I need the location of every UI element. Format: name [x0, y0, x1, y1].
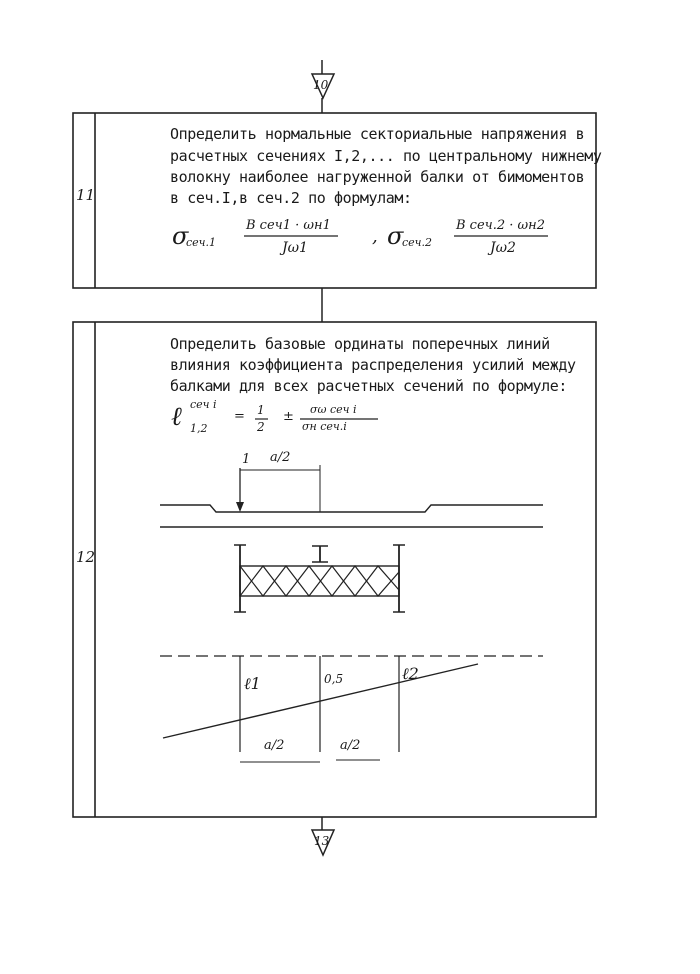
step-11-line-4: в сеч.I,в сеч.2 по формулам:: [170, 189, 412, 207]
formula-1-numerator: B сеч1 · ωн1: [246, 218, 331, 233]
formula-2-sigma: σ: [387, 222, 404, 250]
step-12-line-3: балками для всех расчетных сечений по формуле:: [170, 377, 568, 395]
formula-1-denominator: Jω1: [282, 240, 308, 256]
formula-2-numerator: B сеч.2 · ωн2: [456, 218, 545, 233]
formula-12-plus-minus: ±: [283, 409, 294, 424]
ordinate-mid-label: 0,5: [324, 672, 344, 686]
load-offset-label: a/2: [270, 450, 291, 465]
formula-12-equals: =: [234, 409, 245, 424]
formula-2-denominator: Jω2: [490, 240, 516, 256]
step-11-line-3: волокну наиболее нагруженной балки от бимоментов: [170, 168, 585, 186]
formula-12-fraction-numerator: σω сеч i: [310, 403, 357, 416]
ordinate-right-label: ℓ2: [402, 664, 419, 683]
formula-12-half-numerator: 1: [257, 403, 265, 417]
step-12-number: 12: [76, 548, 96, 566]
formula-12-lhs: ℓ: [171, 402, 182, 432]
formula-12-superscript: сеч i: [190, 398, 217, 411]
formula-12-subscript: 1,2: [190, 422, 208, 435]
ordinate-left-label: ℓ1: [244, 674, 261, 693]
dimension-left-label: a/2: [264, 738, 285, 753]
connector-bottom-label: 13: [314, 834, 330, 848]
step-11-number: 11: [76, 186, 96, 204]
step-11-line-2: расчетных сечениях I,2,... по центральному нижнему: [170, 147, 602, 165]
step-12-line-2: влияния коэффициента распределения усилий между: [170, 356, 576, 374]
formula-2-subscript: сеч.2: [402, 236, 433, 249]
formula-separator: ,: [372, 226, 378, 247]
formula-12-half-denominator: 2: [257, 420, 265, 434]
connector-top-label: 10: [313, 78, 329, 92]
step-12-line-1: Определить базовые ординаты поперечных линий: [170, 335, 550, 353]
dimension-right-label: a/2: [340, 738, 361, 753]
step-11-line-1: Определить нормальные секториальные напряжения в: [170, 125, 585, 143]
formula-1-subscript: сеч.1: [186, 236, 217, 249]
load-label: 1: [242, 452, 251, 467]
formula-12-fraction-denominator: σн сеч.i: [302, 420, 347, 433]
formula-1-sigma: σ: [172, 222, 189, 250]
